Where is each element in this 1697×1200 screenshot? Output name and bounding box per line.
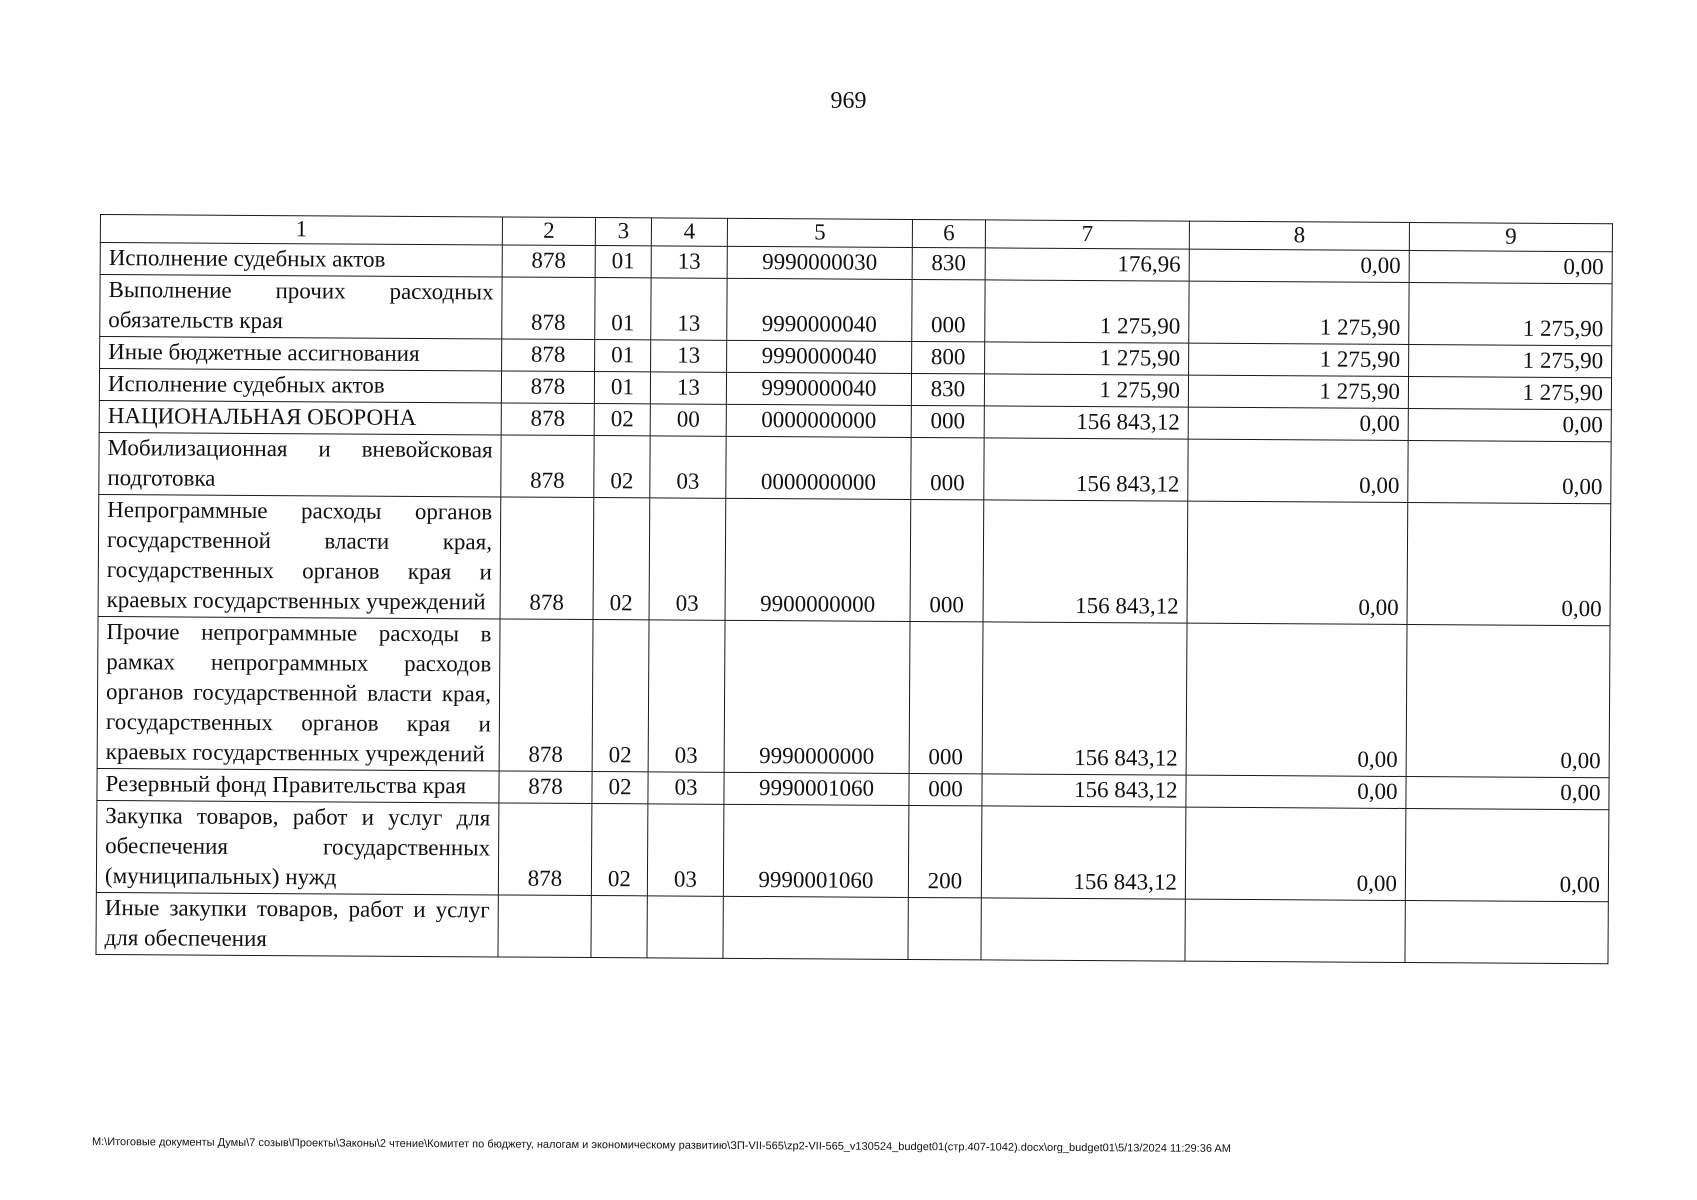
table-row — [100, 275, 1612, 346]
table-row — [96, 892, 1608, 963]
amount-2025-cell: 0,00 — [1186, 623, 1407, 776]
amount-2026-cell: 0,00 — [1405, 808, 1609, 901]
admin-code-cell — [498, 895, 591, 958]
section-cell: 01 — [595, 278, 651, 340]
amount-2025-cell: 1 275,90 — [1189, 281, 1409, 344]
item-name-cell: Выполнение прочих расходных обязательств края — [100, 275, 502, 339]
amount-2024-cell: 156 843,12 — [982, 622, 1187, 775]
section-cell: 01 — [595, 246, 651, 278]
amount-2025-cell: 0,00 — [1188, 407, 1408, 440]
expense-type-cell: 000 — [911, 405, 984, 437]
amount-2026-cell: 1 275,90 — [1409, 282, 1612, 345]
subsection-cell — [647, 896, 723, 958]
amount-2024-cell: 156 843,12 — [982, 774, 1186, 807]
amount-2025-cell: 0,00 — [1188, 439, 1408, 502]
amount-2025-cell: 0,00 — [1189, 249, 1409, 282]
header-cell: 4 — [651, 218, 727, 246]
target-item-cell: 9990001060 — [724, 772, 909, 805]
subsection-cell: 03 — [648, 620, 725, 772]
section-cell: 01 — [594, 372, 650, 404]
amount-2026-cell: 0,00 — [1409, 250, 1612, 283]
subsection-cell: 13 — [650, 372, 726, 404]
amount-2025-cell: 1 275,90 — [1189, 343, 1409, 376]
section-cell: 02 — [593, 498, 650, 620]
amount-2024-cell: 176,96 — [985, 248, 1189, 281]
amount-2025-cell: 0,00 — [1187, 501, 1408, 624]
amount-2024-cell: 1 275,90 — [985, 342, 1189, 375]
table-row — [98, 494, 1611, 625]
subsection-cell: 00 — [650, 404, 726, 436]
amount-2026-cell: 1 275,90 — [1409, 344, 1612, 377]
amount-2026-cell: 1 275,90 — [1408, 376, 1611, 409]
amount-2026-cell: 0,00 — [1408, 408, 1611, 441]
header-cell: 7 — [985, 220, 1189, 249]
item-name-cell: Мобилизационная и вневойсковая подготовка — [99, 432, 501, 496]
amount-2025-cell: 0,00 — [1185, 807, 1406, 900]
section-cell: 02 — [594, 436, 650, 498]
amount-2024-cell: 156 843,12 — [984, 438, 1188, 501]
item-name-cell: Исполнение судебных актов — [99, 369, 501, 403]
amount-2026-cell: 0,00 — [1407, 502, 1611, 625]
item-name-cell: Иные бюджетные ассигнования — [100, 337, 502, 371]
table-row — [97, 616, 1610, 777]
header-cell: 1 — [100, 215, 502, 245]
admin-code-cell: 878 — [499, 771, 592, 804]
admin-code-cell: 878 — [498, 803, 592, 896]
subsection-cell: 13 — [651, 246, 727, 278]
expense-type-cell: 000 — [912, 279, 985, 341]
amount-2025-cell: 0,00 — [1186, 775, 1406, 808]
amount-2024-cell: 1 275,90 — [984, 374, 1188, 407]
subsection-cell: 03 — [649, 498, 726, 620]
subsection-cell: 13 — [651, 340, 727, 372]
admin-code-cell: 878 — [501, 371, 594, 404]
amount-2026-cell: 0,00 — [1406, 624, 1610, 777]
expense-type-cell — [908, 897, 981, 959]
item-name-cell: Закупка товаров, работ и услуг для обеспечения государственных (муниципальных) нужд — [96, 800, 499, 894]
item-name-cell: Прочие непрограммные расходы в рамках непрограммных расходов органов государственной власти края, государственных органов края и краевых государственных учреждений — [97, 616, 500, 770]
amount-2024-cell: 156 843,12 — [981, 806, 1186, 899]
document-path-footer: M:\Итоговые документы Думы\7 созыв\Проекты\Законы\2 чтение\Комитет по бюджету, налогам и экономическому развитию\ЗП-VII-565\zp2-VII-565_v130524_budget01(стр.407-1042).docx\org_budget01\5/13/2024 11:29:36 AM — [91, 1136, 1231, 1155]
header-cell: 3 — [595, 218, 651, 246]
section-cell — [591, 896, 647, 958]
item-name-cell: Исполнение судебных актов — [100, 243, 502, 277]
target-item-cell: 9900000000 — [725, 498, 911, 621]
amount-2025-cell — [1185, 899, 1405, 962]
expense-type-cell: 000 — [909, 773, 982, 805]
section-cell: 02 — [592, 620, 649, 772]
item-name-cell: НАЦИОНАЛЬНАЯ ОБОРОНА — [99, 400, 501, 434]
table-row — [96, 800, 1609, 901]
expense-type-cell: 000 — [911, 437, 984, 499]
amount-2026-cell — [1405, 900, 1608, 963]
expense-type-cell: 800 — [912, 341, 985, 373]
target-item-cell — [723, 896, 908, 959]
admin-code-cell: 878 — [499, 619, 593, 772]
section-cell: 01 — [595, 340, 651, 372]
admin-code-cell: 878 — [502, 245, 595, 278]
page-number: 969 — [830, 88, 867, 114]
header-cell: 6 — [912, 219, 985, 247]
target-item-cell: 9990000030 — [727, 246, 912, 279]
target-item-cell: 9990000040 — [726, 372, 911, 405]
item-name-cell: Непрограммные расходы органов государственной власти края, государственных органов края и краевых государственных учреждений — [98, 494, 501, 618]
expense-type-cell: 000 — [910, 499, 984, 621]
admin-code-cell: 878 — [501, 435, 594, 498]
amount-2026-cell: 0,00 — [1408, 440, 1611, 503]
subsection-cell: 03 — [650, 436, 726, 498]
section-cell: 02 — [591, 804, 648, 896]
header-cell: 8 — [1189, 221, 1409, 250]
target-item-cell: 0000000000 — [726, 404, 911, 437]
expense-type-cell: 830 — [912, 247, 985, 279]
amount-2025-cell: 1 275,90 — [1188, 375, 1408, 408]
admin-code-cell: 878 — [502, 339, 595, 372]
amount-2024-cell: 1 275,90 — [985, 280, 1189, 343]
amount-2024-cell: 156 843,12 — [983, 500, 1188, 623]
expense-type-cell: 000 — [909, 621, 983, 773]
target-item-cell: 9990000040 — [727, 278, 912, 341]
header-cell: 5 — [727, 218, 912, 247]
admin-code-cell: 878 — [502, 277, 595, 340]
header-cell: 2 — [502, 217, 595, 246]
amount-2024-cell — [981, 898, 1185, 961]
target-item-cell: 9990000040 — [727, 340, 912, 373]
admin-code-cell: 878 — [500, 497, 594, 620]
expense-type-cell: 830 — [911, 373, 984, 405]
subsection-cell: 13 — [651, 278, 727, 340]
table-row — [99, 432, 1611, 503]
expense-type-cell: 200 — [908, 805, 982, 897]
target-item-cell: 9990000000 — [724, 620, 910, 773]
section-cell: 02 — [592, 772, 648, 804]
item-name-cell: Иные закупки товаров, работ и услуг для обеспечения — [96, 892, 498, 956]
target-item-cell: 9990001060 — [723, 804, 909, 897]
admin-code-cell: 878 — [501, 403, 594, 436]
amount-2026-cell: 0,00 — [1406, 776, 1609, 809]
subsection-cell: 03 — [647, 804, 724, 896]
item-name-cell: Резервный фонд Правительства края — [97, 768, 499, 802]
section-cell: 02 — [594, 404, 650, 436]
target-item-cell: 0000000000 — [726, 436, 911, 499]
budget-table — [95, 214, 1612, 964]
header-cell: 9 — [1409, 222, 1612, 251]
amount-2024-cell: 156 843,12 — [984, 406, 1188, 439]
subsection-cell: 03 — [648, 772, 724, 804]
